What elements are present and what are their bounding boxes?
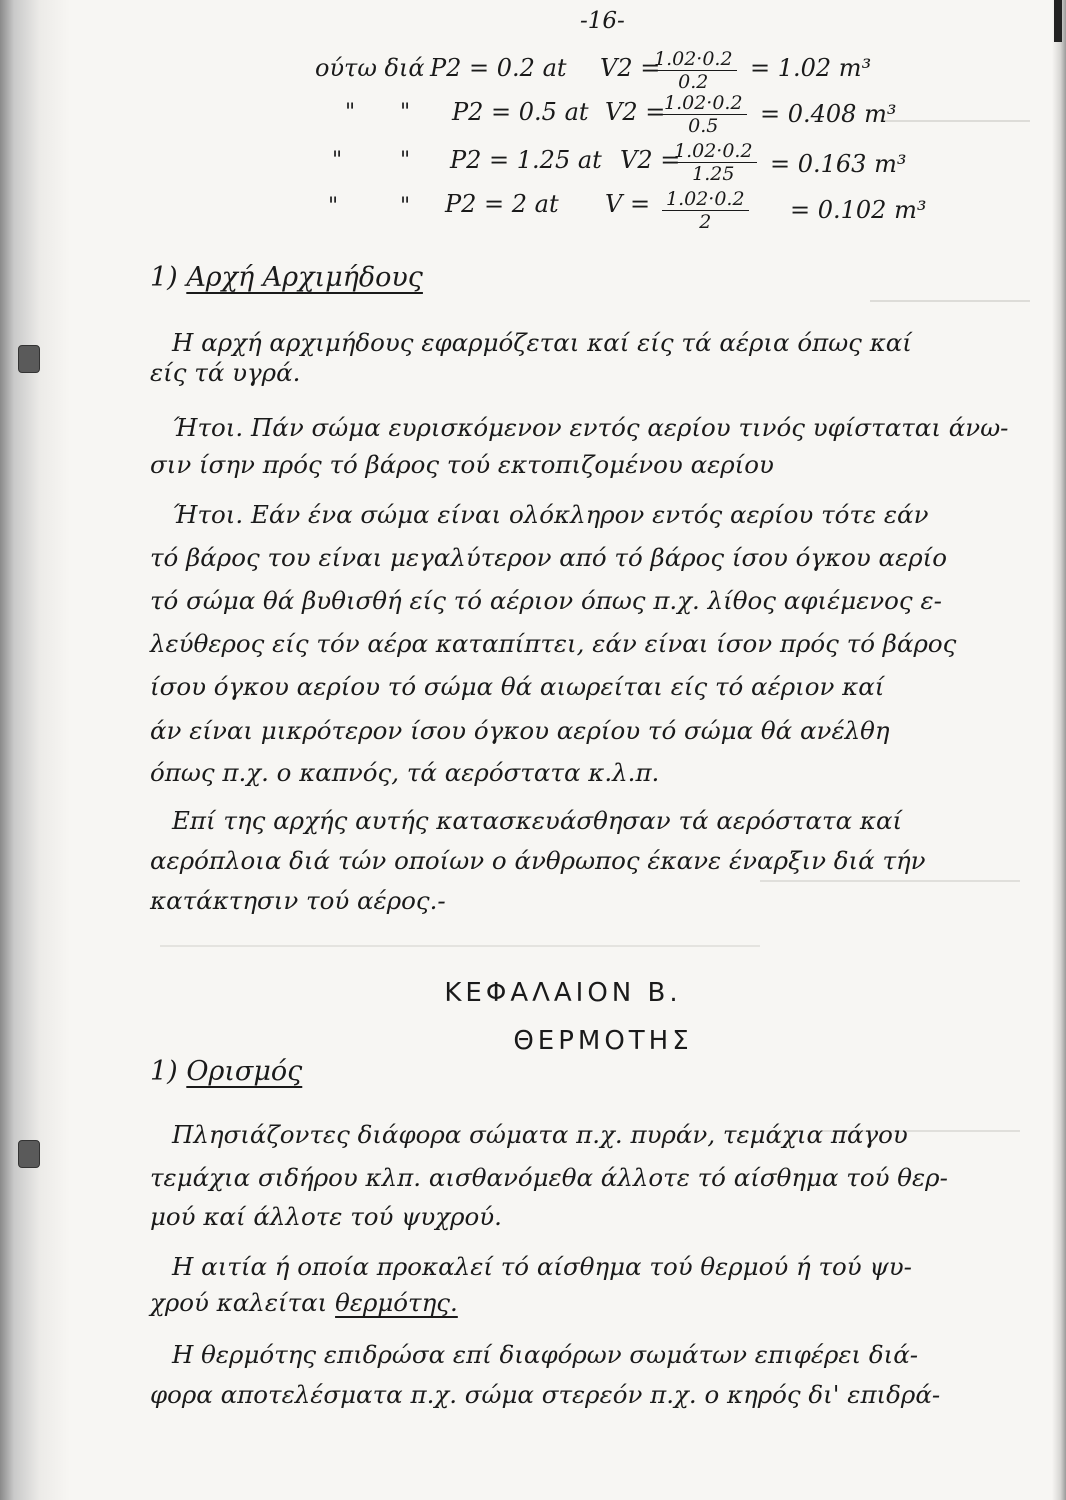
chapter-subtitle: ΘΕΡΜΟΤΗΣ [513,1026,693,1056]
fraction-denominator: 0.2 [678,71,709,93]
formula-lead: ούτω διά [315,54,425,82]
ditto-mark: " [345,100,356,125]
fraction-numerator: 1.02·0.2 [670,140,757,163]
formula-volume-label: V2 = [600,54,661,82]
body-line: Η αιτία ή οποία προκαλεί τό αίσθημα τού θερμού ή τού ψυ- [172,1252,912,1281]
section-title: Ορισμός [186,1056,303,1087]
section-heading [150,262,423,293]
ditto-mark: " [328,194,339,219]
fraction-denominator: 0.5 [688,115,719,137]
body-line: Η αρχή αρχιμήδους εφαρμόζεται καί είς τά αέρια όπως καί [172,328,912,357]
ditto-mark: " [400,100,411,125]
body-line: ίσου όγκου αερίου τό σώμα θά αιωρείται είς τό αέριον καί [150,672,885,701]
ditto-mark: " [332,148,343,173]
page-number: -16- [580,8,625,34]
formula-row [0,184,1066,244]
chapter-title: ΚΕΦΑΛΑΙΟΝ Β. [444,978,682,1008]
body-line: όπως π.χ. ο καπνός, τά αερόστατα κ.λ.π. [150,758,660,787]
body-line: άν είναι μικρότερον ίσου όγκου αερίου τό σώμα θά ανέλθη [150,716,890,745]
body-line: Η θερμότης επιδρώσα επί διαφόρων σωμάτων επιφέρει διά- [172,1340,919,1369]
body-line: μού καί άλλοτε τού ψυχρού. [150,1202,502,1231]
formula-volume-label: V2 = [620,146,681,174]
section-title: Αρχή Αρχιμήδους [186,262,423,293]
fraction-numerator: 1.02·0.2 [650,48,737,71]
formula-fraction [650,48,737,93]
body-line: Ήτοι. Εάν ένα σώμα είναι ολόκληρον εντός αερίου τότε εάν [172,500,929,529]
formula-result: = 1.02 m³ [750,54,872,82]
section-number: 1) [150,262,178,293]
section-number: 1) [150,1056,178,1087]
formula-fraction [670,140,757,185]
formula-volume-label: V2 = [605,98,666,126]
ditto-mark: " [400,194,411,219]
formula-fraction [660,92,747,137]
body-line: τό σώμα θά βυθισθή είς τό αέριον όπως π.χ. λίθος αφιέμενος ε- [150,586,942,615]
body-line: αερόπλοια διά τών οποίων ο άνθρωπος έκανε έναρξιν διά τήν [150,846,926,875]
body-line: είς τά υγρά. [150,358,301,387]
corner-mark [1054,0,1062,42]
body-text: χρού καλείται [150,1288,328,1317]
body-line: φορα αποτελέσματα π.χ. σώμα στερεόν π.χ. ο κηρός δι' επιδρά- [150,1380,941,1409]
formula-pressure: P2 = 0.5 at [452,98,589,126]
formula-result: = 0.408 m³ [760,100,897,128]
formula-volume-label: V = [605,190,651,218]
punch-hole [18,345,40,373]
formula-result: = 0.163 m³ [770,150,907,178]
defined-term: θερμότης. [335,1288,458,1317]
formula-fraction [662,188,749,233]
fraction-denominator: 2 [699,211,712,233]
body-line: λεύθερος είς τόν αέρα καταπίπτει, εάν είναι ίσον πρός τό βάρος [150,629,957,658]
fraction-denominator: 1.25 [692,163,735,185]
body-line: Πλησιάζοντες διάφορα σώματα π.χ. πυράν, τεμάχια πάγου [172,1120,908,1149]
body-line: Ήτοι. Πάν σώμα ευρισκόμενον εντός αερίου τινός υφίσταται άνω- [172,413,1009,442]
formula-result: = 0.102 m³ [790,196,927,224]
body-line: σιν ίσην πρός τό βάρος τού εκτοπιζομένου αερίου [150,450,774,479]
ditto-mark: " [400,148,411,173]
section-heading [150,1056,302,1087]
body-line: κατάκτησιν τού αέρος.- [150,886,446,915]
formula-pressure: P2 = 1.25 at [450,146,602,174]
formula-pressure: P2 = 2 at [445,190,559,218]
body-line: Επί της αρχής αυτής κατασκευάσθησαν τά αερόστατα καί [172,806,903,835]
punch-hole [18,1140,40,1168]
body-line: τεμάχια σιδήρου κλπ. αισθανόμεθα άλλοτε τό αίσθημα τού θερ- [150,1163,948,1192]
fraction-numerator: 1.02·0.2 [660,92,747,115]
fraction-numerator: 1.02·0.2 [662,188,749,211]
body-line [150,1288,458,1317]
body-line: τό βάρος του είναι μεγαλύτερον από τό βάρος ίσου όγκου αερίο [150,543,948,572]
formula-pressure: P2 = 0.2 at [430,54,567,82]
